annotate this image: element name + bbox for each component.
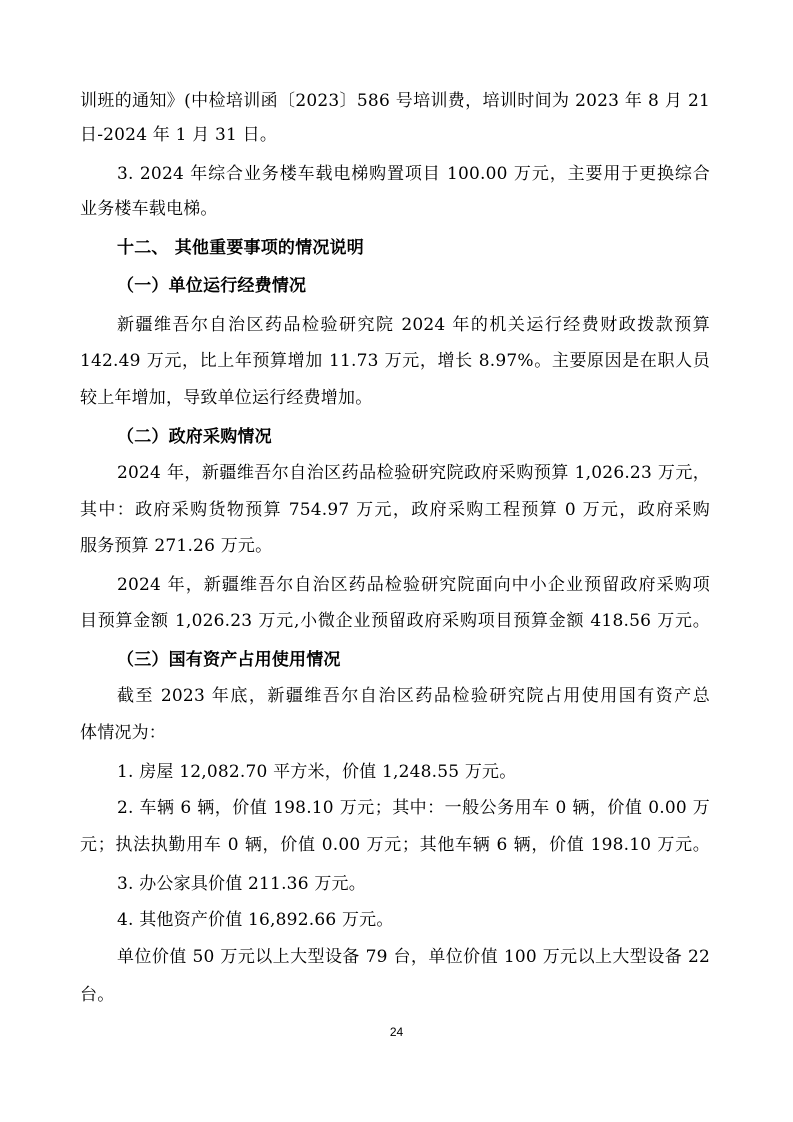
paragraph-line: 142.49 万元，比上年预算增加 11.73 万元，增长 8.97%。主要原因是在职人员 xyxy=(80,351,710,371)
paragraph-line: 单位价值 50 万元以上大型设备 79 台，单位价值 100 万元以上大型设备 22 xyxy=(117,947,710,967)
paragraph-line: 服务预算 271.26 万元。 xyxy=(80,536,273,556)
paragraph-line: 业务楼车载电梯。 xyxy=(80,199,218,219)
list-item: 4. 其他资产价值 16,892.66 万元。 xyxy=(117,910,394,930)
subsection-heading: （三）国有资产占用使用情况 xyxy=(117,650,341,670)
paragraph-line: 截至 2023 年底，新疆维吾尔自治区药品检验研究院占用使用国有资产总 xyxy=(117,686,710,706)
subsection-heading: （二）政府采购情况 xyxy=(117,427,272,447)
paragraph-line: 新疆维吾尔自治区药品检验研究院 2024 年的机关运行经费财政拨款预算 xyxy=(117,315,710,335)
subsection-heading: （一）单位运行经费情况 xyxy=(117,276,307,296)
paragraph-line: 2024 年，新疆维吾尔自治区药品检验研究院政府采购预算 1,026.23 万元， xyxy=(117,463,710,483)
paragraph-line: 3. 2024 年综合业务楼车载电梯购置项目 100.00 万元，主要用于更换综合 xyxy=(117,164,710,184)
paragraph-line: 其中：政府采购货物预算 754.97 万元，政府采购工程预算 0 万元，政府采购 xyxy=(80,500,710,520)
paragraph-line: 训班的通知》(中检培训函〔2023〕586 号培训费，培训时间为 2023 年 8 月 21 xyxy=(80,91,710,111)
paragraph-line: 目预算金额 1,026.23 万元,小微企业预留政府采购项目预算金额 418.56 万元。 xyxy=(80,611,710,631)
list-item: 2. 车辆 6 辆，价值 198.10 万元；其中：一般公务用车 0 辆，价值 0.00 万 xyxy=(117,798,710,818)
page-number: 24 xyxy=(389,1025,404,1039)
list-item: 1. 房屋 12,082.70 平方米，价值 1,248.55 万元。 xyxy=(117,762,517,782)
paragraph-line: 体情况为： xyxy=(80,723,166,743)
list-item: 3. 办公家具价值 211.36 万元。 xyxy=(117,874,366,894)
paragraph-line: 较上年增加，导致单位运行经费增加。 xyxy=(80,388,373,408)
paragraph-line: 2024 年，新疆维吾尔自治区药品检验研究院面向中小企业预留政府采购项 xyxy=(117,575,710,595)
paragraph-line: 日-2024 年 1 月 31 日。 xyxy=(80,125,278,145)
section-heading: 十二、 其他重要事项的情况说明 xyxy=(117,238,364,258)
paragraph-line: 元；执法执勤用车 0 辆，价值 0.00 万元；其他车辆 6 辆，价值 198.10 万元。 xyxy=(80,835,710,855)
paragraph-line: 台。 xyxy=(80,985,115,1005)
